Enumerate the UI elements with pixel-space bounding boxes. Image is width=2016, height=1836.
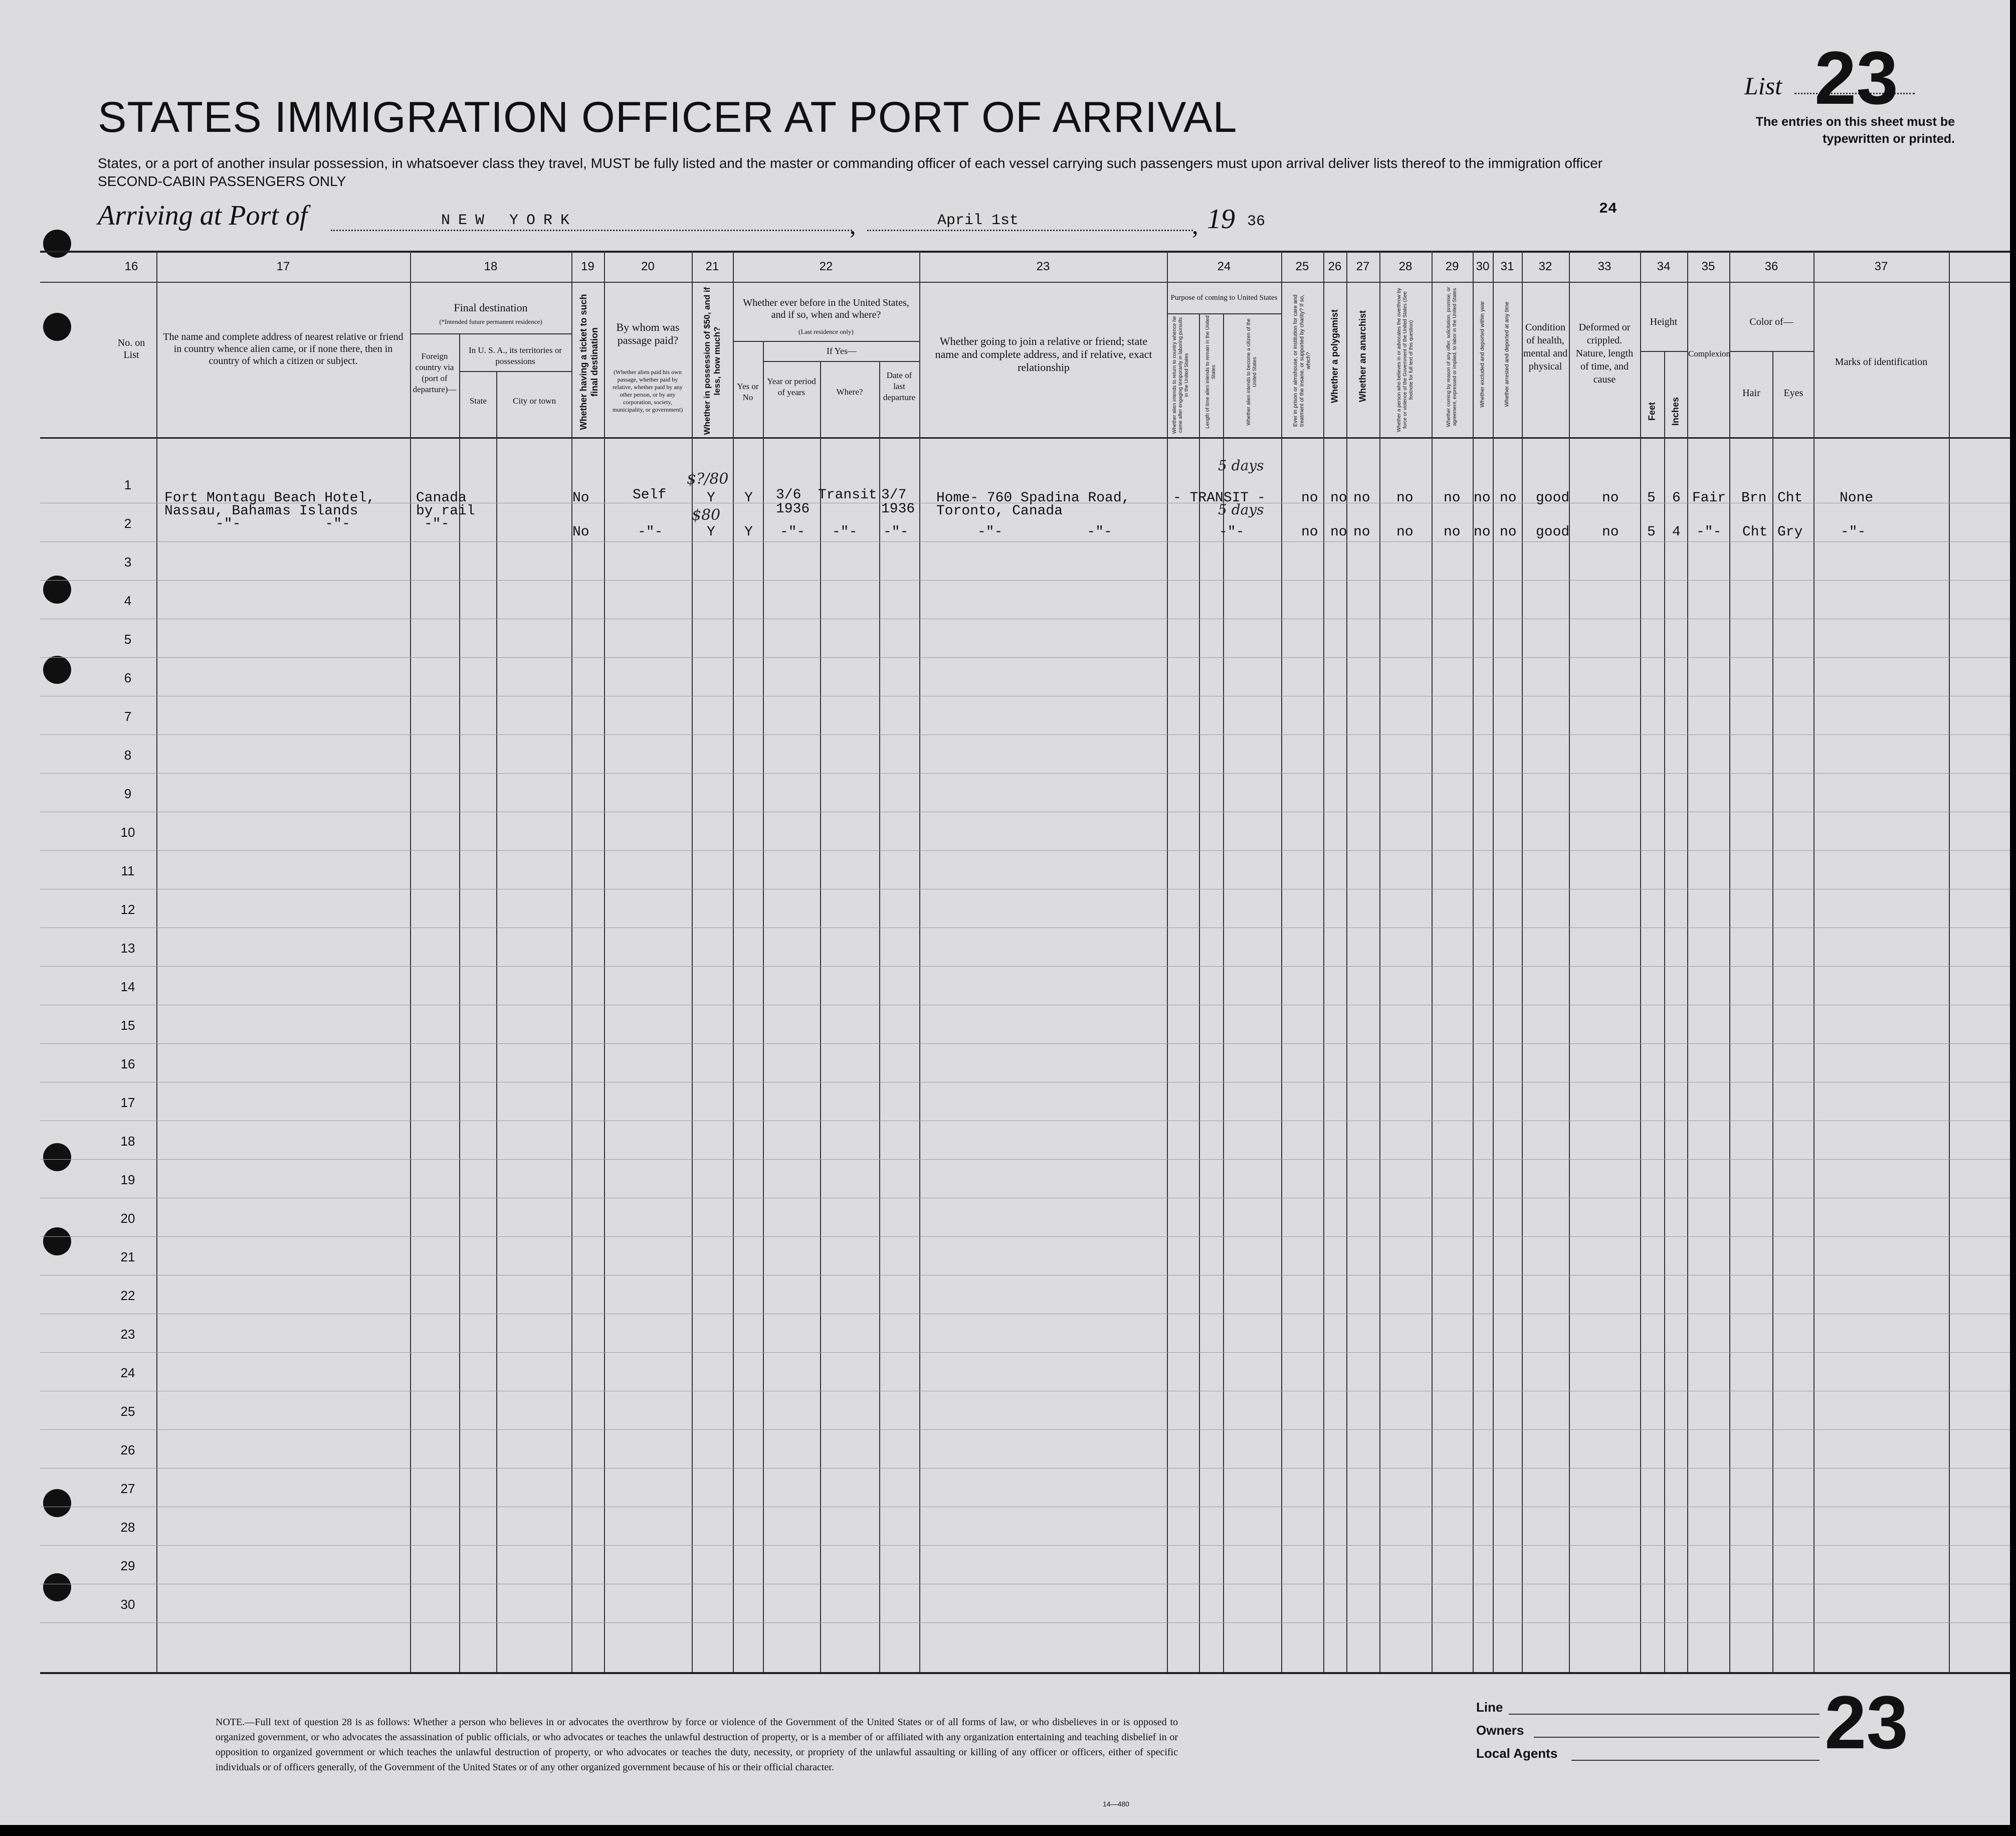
header-purpose-c: Whether alien intends to become a citizen of the United States (1246, 318, 1258, 426)
owners-rule (1534, 1737, 1820, 1738)
entry-1-money: Y (707, 490, 715, 506)
entry-2-condition: good (1536, 524, 1570, 540)
entry-1-departure-line2: 1936 (881, 501, 915, 517)
row-number: 1 (124, 477, 132, 492)
entry-1-foreign-line1: Canada (416, 490, 467, 506)
header-state: State (470, 396, 487, 406)
column-rule (1281, 251, 1282, 1672)
column-number-rule (40, 282, 2010, 283)
column-rule (1949, 251, 1950, 1672)
header-year-period: Year or period of years (767, 377, 816, 397)
entry-2-eyes: Gry (1777, 524, 1803, 540)
entry-1-relative-friend-line2: Toronto, Canada (936, 503, 1063, 519)
entry-2-q28: no (1396, 524, 1414, 540)
header-final-destination-note: (*Intended future permanent residence) (439, 318, 542, 325)
entry-1-anarchist: no (1353, 490, 1370, 506)
entry-2-polygamist: no (1330, 524, 1347, 540)
row-rule (40, 1159, 2010, 1160)
row-rule (40, 1545, 2010, 1546)
column-number: 34 (1657, 260, 1671, 273)
row-number: 26 (120, 1442, 135, 1457)
entry-1-relative-line2: Nassau, Bahamas Islands (164, 503, 358, 519)
entry-1-inches: 6 (1672, 490, 1681, 506)
entry-1-purpose: - TRANSIT - (1173, 490, 1266, 506)
row-rule (40, 580, 2010, 581)
line-label: Line (1476, 1700, 1503, 1715)
row-number: 25 (120, 1404, 135, 1419)
entry-1-complexion: Fair (1692, 490, 1726, 506)
header-eyes: Eyes (1783, 388, 1803, 399)
header-final-destination: Final destination (454, 301, 528, 314)
row-number: 30 (120, 1597, 135, 1612)
line-rule (1509, 1714, 1820, 1715)
entry-1-year-line1: 3/6 (776, 487, 801, 503)
column-number: 25 (1295, 260, 1309, 273)
entry-1-eyes: Cht (1777, 490, 1803, 506)
row-number: 2 (124, 516, 132, 531)
column-number: 32 (1538, 260, 1552, 273)
column-number: 24 (1217, 260, 1231, 273)
header-subrule (459, 371, 571, 372)
column-number: 28 (1398, 260, 1413, 273)
row-number: 5 (124, 632, 132, 647)
footer-rule (40, 1672, 2010, 1674)
row-number: 3 (124, 555, 132, 570)
row-number: 20 (120, 1211, 135, 1226)
row-number: 7 (124, 709, 132, 724)
row-number: 18 (120, 1134, 135, 1149)
header-height: Height (1650, 316, 1678, 327)
page-title: STATES IMMIGRATION OFFICER AT PORT OF ARRIVAL (98, 93, 1238, 141)
column-rule (410, 251, 411, 1672)
entry-1-q31: no (1500, 490, 1517, 506)
entry-2-q30: no (1474, 524, 1491, 540)
intro-line-1: States, or a port of another insular possession, in whatsoever class they travel, MUST be fully listed and the master or commanding officer of each vessel carrying such passengers must upon arrival deliver lists thereof to the immigration officer (98, 155, 1603, 171)
port-rule (331, 230, 852, 231)
entry-1-marks: None (1840, 490, 1874, 506)
row-number: 29 (120, 1558, 135, 1573)
column-number: 36 (1764, 260, 1778, 273)
header-nearest-relative: The name and complete address of nearest relative or friend in country whence alien came, or if none there, then in country of which a citizen or subject. (163, 331, 404, 366)
entry-1-foreign-line2: by rail (416, 503, 475, 519)
header-bottom-rule (40, 437, 2010, 439)
arriving-label: Arriving at Port of (98, 200, 308, 231)
header-ticket: Whether having a ticket to such final destination (578, 294, 599, 430)
header-before-in-us: Whether ever before in the United States, and if so, when and where? (743, 297, 909, 320)
header-yes-no: Yes or No (737, 382, 759, 402)
entry-2-prison: no (1301, 524, 1318, 540)
row-number: 6 (124, 670, 132, 685)
column-rule (1664, 351, 1665, 1672)
column-number: 16 (124, 260, 138, 273)
entry-2-hair: Cht (1742, 524, 1768, 540)
header-city: City or town (513, 396, 556, 406)
table-top-rule (40, 251, 2010, 253)
binder-hole (43, 1143, 71, 1171)
column-rule (604, 251, 605, 1672)
intro-text (98, 154, 1602, 191)
row-number: 8 (124, 748, 132, 763)
entry-2-where: -"- (832, 524, 858, 540)
row-number: 16 (120, 1056, 135, 1071)
row-rule (40, 657, 2010, 658)
owners-label: Owners (1476, 1723, 1524, 1738)
entry-1-relative-friend-line1: Home- 760 Spadina Road, (936, 490, 1130, 506)
entry-1-before: Y (744, 490, 753, 506)
column-rule (571, 251, 572, 1672)
header-date-last-departure: Date of last departure (883, 371, 916, 402)
column-number: 33 (1597, 260, 1611, 273)
column-number: 22 (819, 260, 833, 273)
header-purpose-b: Length of time alien intends to remain in the United States (1205, 315, 1217, 429)
column-number: 17 (276, 260, 290, 273)
header-subrule (1640, 351, 1687, 352)
header-polygamist: Whether a polygamist (1329, 309, 1340, 404)
entry-1-deformed: no (1602, 490, 1619, 506)
column-rule (1772, 351, 1773, 1672)
column-rule (1323, 251, 1324, 1672)
column-rule (1729, 251, 1730, 1672)
arrival-year-prefix: 19 (1207, 204, 1235, 235)
binder-hole (43, 230, 71, 258)
entry-2-paid: -"- (638, 524, 663, 540)
column-rule (156, 251, 157, 1672)
arrival-year-suffix: 36 (1247, 213, 1266, 230)
entry-1-q30: no (1474, 490, 1491, 506)
entry-1-prison: no (1301, 490, 1318, 506)
column-rule (1346, 251, 1347, 1672)
entry-1-feet: 5 (1647, 490, 1656, 506)
entry-1-hand-length: 5 days (1218, 457, 1264, 474)
row-rule (40, 1352, 2010, 1353)
entry-1-paid: Self (633, 487, 667, 503)
column-rule (496, 371, 497, 1672)
row-number: 22 (120, 1288, 135, 1303)
agents-rule (1571, 1760, 1820, 1761)
arrival-port: NEW YORK (441, 212, 578, 229)
entry-2-hand-length: 5 days (1218, 501, 1264, 518)
row-rule (40, 1236, 2010, 1237)
column-rule (820, 361, 821, 1672)
header-subrule (763, 361, 919, 362)
entry-2-relative-friend-line1: -"- -"- (977, 524, 1112, 540)
entry-1-relative-line1: Fort Montagu Beach Hotel, (164, 490, 375, 506)
entry-2-foreign-line1: -"- (424, 516, 450, 532)
column-rule (733, 251, 734, 1672)
header-feet: Feet (1647, 402, 1657, 421)
column-number: 23 (1036, 260, 1050, 273)
column-number: 35 (1701, 260, 1715, 273)
header-condition: Condition of health, mental and physical (1523, 322, 1568, 372)
row-number: 19 (120, 1172, 135, 1187)
column-rule (1432, 251, 1433, 1672)
footnote: NOTE.—Full text of question 28 is as follows: Whether a person who believes in or advocates the overthrow by force or violence of the Government of the United States or of all forms of law, or who disbelieves in or is opposed to organized government, or who advocates the assassination of public officials, or who advocates or teaches the unlawful destruction of property, or is a member of or affiliated with any organization entertaining and teaching disbelief in or opposition to organized government or which teaches the unlawful destruction of property, or who advocates or teaches the duty, necessity, or propriety of the unlawful assaulting or killing of any officer or officers, either of specific individuals or of officers generally, of the Government of the United States or of any other organized government because of his or their official character. (216, 1717, 1178, 1773)
binder-hole (43, 313, 71, 341)
entry-2-feet: 5 (1647, 524, 1656, 540)
entry-1-condition: good (1536, 490, 1570, 506)
column-rule (1473, 251, 1474, 1672)
column-rule (1640, 251, 1641, 1672)
entry-2-q31: no (1500, 524, 1517, 540)
arrival-date: April 1st (937, 212, 1019, 229)
row-rule (40, 1043, 2010, 1044)
row-rule (40, 1429, 2010, 1430)
header-foreign-country: Foreign country via (port of departure)— (413, 351, 457, 394)
entry-2-ticket: No (572, 524, 589, 540)
column-number: 26 (1328, 260, 1342, 273)
binder-hole (43, 1489, 71, 1517)
header-subrule (733, 341, 919, 342)
entry-2-anarchist: no (1353, 524, 1370, 540)
row-number: 28 (120, 1520, 135, 1535)
header-passage-paid: By whom was passage paid? (616, 321, 680, 346)
column-rule (1687, 251, 1688, 1672)
column-number: 37 (1874, 260, 1888, 273)
column-number: 21 (705, 260, 719, 273)
header-prison: Ever in prison or almshouse, or institution for care and treatment of the insane, or supported by charity? If so, which? (1292, 294, 1312, 427)
entry-1-polygamist: no (1330, 490, 1347, 506)
entry-2-inches: 4 (1672, 524, 1681, 540)
column-number: 31 (1500, 260, 1514, 273)
entry-2-purpose: -"- (1219, 524, 1245, 540)
entry-1-year-line2: 1936 (776, 501, 810, 517)
entry-2-hand-money: $80 (692, 506, 721, 524)
column-rule (879, 361, 880, 1672)
row-rule (40, 541, 2010, 542)
entry-2-money: Y (707, 524, 715, 540)
column-number: 29 (1445, 260, 1459, 273)
column-rule (459, 333, 460, 1672)
row-number: 27 (120, 1481, 135, 1496)
form-code: 14—480 (1103, 1800, 1129, 1808)
entry-1-hair: Brn (1741, 490, 1767, 506)
binder-hole (43, 1573, 71, 1601)
header-q28: Whether a person who believes in or advocates the overthrow by force or violence of the Government of the United States (See footnote for full text of this question) (1396, 288, 1414, 432)
entry-1-hand-money: $?/80 (687, 470, 729, 488)
intro-line-2: SECOND-CABIN PASSENGERS ONLY (98, 173, 346, 189)
entry-2-relative-line1: -"- -"- (216, 516, 350, 532)
entry-2-year-line1: -"- (780, 524, 805, 540)
header-fifty-dollars: Whether in possession of $50, and if less, how much? (702, 287, 722, 435)
row-number: 10 (120, 825, 135, 840)
column-rule (1493, 251, 1494, 1672)
header-last-residence: (Last residence only) (798, 328, 854, 335)
row-number: 11 (121, 863, 135, 878)
column-number: 20 (641, 260, 655, 273)
column-number: 19 (581, 260, 594, 273)
stamp-number: 24 (1599, 201, 1618, 218)
header-anarchist: Whether an anarchist (1357, 310, 1368, 403)
entry-2-marks: -"- (1841, 524, 1866, 540)
list-number: 23 (1815, 36, 1898, 120)
row-number: 17 (120, 1095, 135, 1110)
header-marks: Marks of identification (1835, 356, 1928, 368)
header-q29: Whether coming by reason of any offer, solicitation, promise, or agreement, expressed or implied, to labor in the United States (1446, 287, 1458, 427)
header-if-yes: If Yes— (826, 346, 857, 356)
header-purpose-a: Whether alien intends to return to country whence he came after engaging temporarily in laboring pursuits in the United States (1172, 316, 1189, 434)
header-subrule (1167, 313, 1281, 314)
binder-hole (43, 656, 71, 684)
column-rule (1167, 251, 1168, 1672)
row-number: 4 (124, 593, 132, 608)
header-passage-paid-note: (Whether alien paid his own passage, whether paid by relative, whether paid by any other person, or by any corporation, society, municipality, or government) (612, 369, 683, 413)
column-rule (919, 251, 920, 1672)
entry-2-before: Y (744, 524, 753, 540)
binder-hole (43, 1227, 71, 1255)
header-complexion: Complexion (1688, 349, 1731, 358)
row-rule (40, 1622, 2010, 1623)
header-where: Where? (836, 387, 863, 397)
header-deformed: Deformed or crippled. Nature, length of time, and cause (1575, 322, 1634, 385)
entry-2-deformed: no (1602, 524, 1619, 540)
date-rule (867, 230, 1193, 231)
column-number: 30 (1476, 260, 1490, 273)
header-inches: Inches (1670, 397, 1681, 426)
entry-1-ticket: No (572, 490, 589, 506)
entry-2-complexion: -"- (1696, 524, 1722, 540)
header-q31: Whether arrested and deported at any time (1504, 301, 1510, 407)
header-subrule (410, 333, 571, 334)
row-number: 12 (120, 902, 135, 917)
entry-1-q29: no (1444, 490, 1461, 506)
entry-2-departure-line1: -"- (883, 524, 909, 540)
header-purpose: Purpose of coming to United States (1170, 294, 1278, 302)
column-rule (1813, 251, 1815, 1672)
row-rule (40, 773, 2010, 774)
row-number: 13 (120, 941, 135, 956)
header-subrule (1729, 351, 1813, 352)
entry-1-departure-line1: 3/7 (881, 487, 907, 503)
header-hair: Hair (1742, 388, 1760, 399)
row-rule (40, 850, 2010, 851)
row-number: 14 (120, 979, 135, 994)
column-rule (692, 251, 693, 1672)
row-number: 9 (124, 786, 132, 801)
column-number: 18 (484, 260, 498, 273)
entry-1-where: Transit (818, 487, 877, 503)
header-relative-friend: Whether going to join a relative or friend; state name and complete address, and if relative, exact relationship (935, 335, 1152, 374)
column-rule (763, 341, 764, 1672)
row-number: 15 (120, 1018, 135, 1033)
header-no-on-list: No. on List (117, 337, 145, 360)
row-number: 21 (120, 1249, 135, 1264)
row-number: 24 (120, 1365, 135, 1380)
entry-2-q29: no (1444, 524, 1461, 540)
row-number: 23 (120, 1327, 135, 1342)
list-label: List (1744, 72, 1782, 100)
column-number: 27 (1356, 260, 1370, 273)
column-rule (1522, 251, 1523, 1672)
local-agents-label: Local Agents (1476, 1746, 1558, 1761)
column-rule (1569, 251, 1570, 1672)
column-rule (1379, 251, 1380, 1672)
comma: , (1192, 211, 1198, 239)
row-rule (40, 966, 2010, 967)
footer-page-number: 23 (1825, 1680, 1908, 1764)
header-q30: Whether excluded and deported within year (1479, 301, 1486, 408)
header-color-of: Color of— (1749, 316, 1793, 327)
list-note: The entries on this sheet must be typewritten or printed. (1755, 115, 1955, 146)
header-in-usa: In U. S. A., its territories or possessions (468, 345, 562, 366)
comma: , (850, 211, 856, 239)
entry-1-q28: no (1396, 490, 1414, 506)
